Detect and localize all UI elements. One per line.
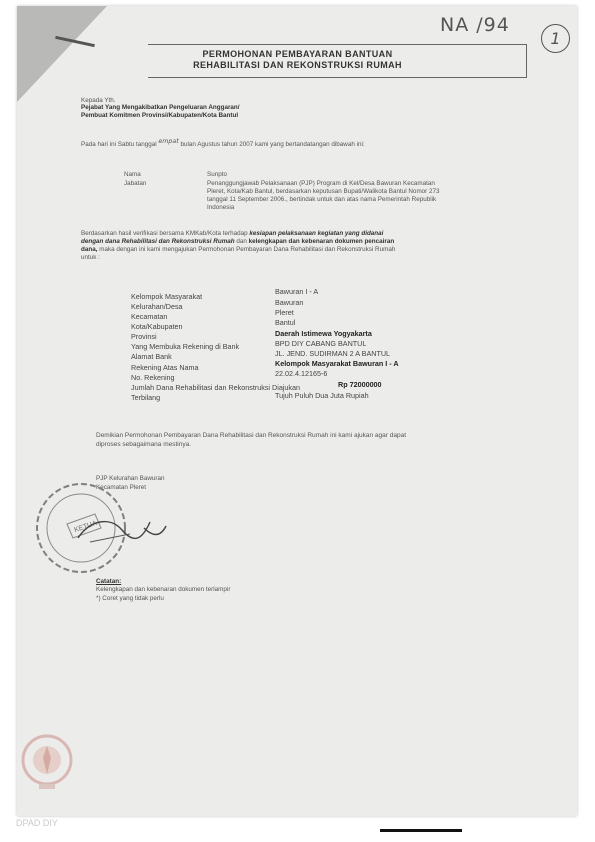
signature-line-1: PJP Kelurahan Bawuran <box>96 475 165 482</box>
kelompok-value: Bawuran I - A <box>275 287 319 296</box>
jumlah-label: Jumlah Dana Rehabilitasi dan Rekonstruksi Diajukan <box>131 383 300 392</box>
alamat-label: Alamat Bank <box>131 352 172 361</box>
title-line-1: PERMOHONAN PEMBAYARAN BANTUAN <box>202 49 393 59</box>
handwritten-signature <box>70 510 170 550</box>
provinsi-label: Provinsi <box>131 332 157 341</box>
addressee-line-2: Pembuat Komitmen Provinsi/Kabupaten/Kota Bantul <box>81 112 239 119</box>
jumlah-value: Rp 72000000 <box>338 380 382 389</box>
kelompok-label: Kelompok Masyarakat <box>131 292 203 301</box>
paragraph-line-3-plain: maka dengan ini kami mengajukan Permohonan Pembayaran Dana Rehabilitasi dan Rekonstruksi Rumah <box>99 246 396 253</box>
notes-line-2: *) Coret yang tidak perlu <box>96 595 164 602</box>
document-page <box>17 6 577 816</box>
signer-position-label: Jabatan <box>124 180 147 187</box>
paragraph-line-1-bold: kesiapan pelaksanaan kegiatan yang didanai <box>249 230 384 237</box>
intro-before: Pada hari ini Sabtu tanggal <box>81 141 157 148</box>
terbilang-value: Tujuh Puluh Dua Juta Rupiah <box>275 391 369 400</box>
addressee-to: Kepada Yth. <box>81 97 116 104</box>
handwritten-code: NA /94 <box>440 14 510 36</box>
signer-name-value: Sunpto <box>207 171 227 178</box>
kelurahan-value: Bawuran <box>275 298 304 307</box>
kota-value: Bantul <box>275 318 296 327</box>
signer-name-label: Nama <box>124 171 141 178</box>
paragraph-line-3 <box>81 246 561 254</box>
closing-line-2: diproses sebagaimana mestinya. <box>96 441 192 448</box>
intro-after: bulan Agustus tahun 2007 kami yang bertandatangan dibawah ini: <box>180 141 365 148</box>
kecamatan-label: Kecamatan <box>131 312 168 321</box>
kota-label: Kota/Kabupaten <box>131 322 183 331</box>
paragraph-line-1 <box>81 230 561 238</box>
paragraph-line-2-bold-2: kelengkapan dan kebenaran dokumen pencairan <box>248 238 395 245</box>
kecamatan-value: Pleret <box>275 308 294 317</box>
closing-line-1: Demikian Permohonan Pembayaran Dana Rehabilitasi dan Rekonstruksi Rumah ini kami ajukan agar dapat <box>96 432 407 439</box>
signer-position-4: Indonesia <box>207 204 235 211</box>
paragraph-line-2-plain: dan <box>236 238 247 245</box>
rekening-value: 22.02.4.12165-6 <box>275 369 328 378</box>
notes-line-1: Kelengkapan dan kebenaran dokumen terlampir <box>96 586 231 593</box>
atas-nama-label: Rekening Atas Nama <box>131 363 199 372</box>
bank-label: Yang Membuka Rekening di Bank <box>131 342 240 351</box>
scan-edge-mark <box>380 829 462 832</box>
atas-nama-value: Kelompok Masyarakat Bawuran I - A <box>275 359 399 368</box>
archive-watermark-text: DPAD DIY <box>16 818 58 828</box>
signer-position-2: Pleret, Kota/Kab Bantul, berdasarkan keputusan Bupati/Walikota Bantul Nomor 273 <box>207 188 440 195</box>
intro-handwritten-date: empat <box>158 138 179 145</box>
paragraph-line-1-plain: Berdasarkan hasil verifikasi bersama KMKab/Kota terhadap <box>81 230 248 237</box>
addressee-line-1: Pejabat Yang Mengakibatkan Pengeluaran Anggaran/ <box>81 104 240 111</box>
signature-line-2: Kecamatan Pleret <box>96 484 147 491</box>
title-line-2: REHABILITASI DAN REKONSTRUKSI RUMAH <box>193 60 402 70</box>
signer-position-3: tanggal 11 September 2006., bertindak untuk dan atas nama Pemerintah Republik <box>207 196 437 203</box>
rekening-label: No. Rekening <box>131 373 175 382</box>
stamp-text: KETUA <box>73 520 98 534</box>
archive-logo-watermark <box>18 730 76 792</box>
intro-line <box>81 138 365 149</box>
kelurahan-label: Kelurahan/Desa <box>131 302 183 311</box>
alamat-value: JL. JEND. SUDIRMAN 2 A BANTUL <box>275 349 391 358</box>
handwritten-page-number: 1 <box>541 24 570 53</box>
paragraph-line-3-bold: dana, <box>81 246 98 253</box>
notes-title: Catatan: <box>96 578 122 585</box>
provinsi-value: Daerah Istimewa Yogyakarta <box>275 329 372 338</box>
paragraph-line-2 <box>81 238 561 246</box>
bank-value: BPD DIY CABANG BANTUL <box>275 339 367 348</box>
paragraph-line-4: untuk : <box>81 254 100 261</box>
signer-position-1: Penanggungjawab Pelaksanaan (PJP) Program di Kel/Desa Bawuran Kecamatan <box>207 180 435 187</box>
terbilang-label: Terbilang <box>131 393 161 402</box>
paragraph-line-2-bold: dengan dana Rehabilitasi dan Rekonstruksi Rumah <box>81 238 235 245</box>
